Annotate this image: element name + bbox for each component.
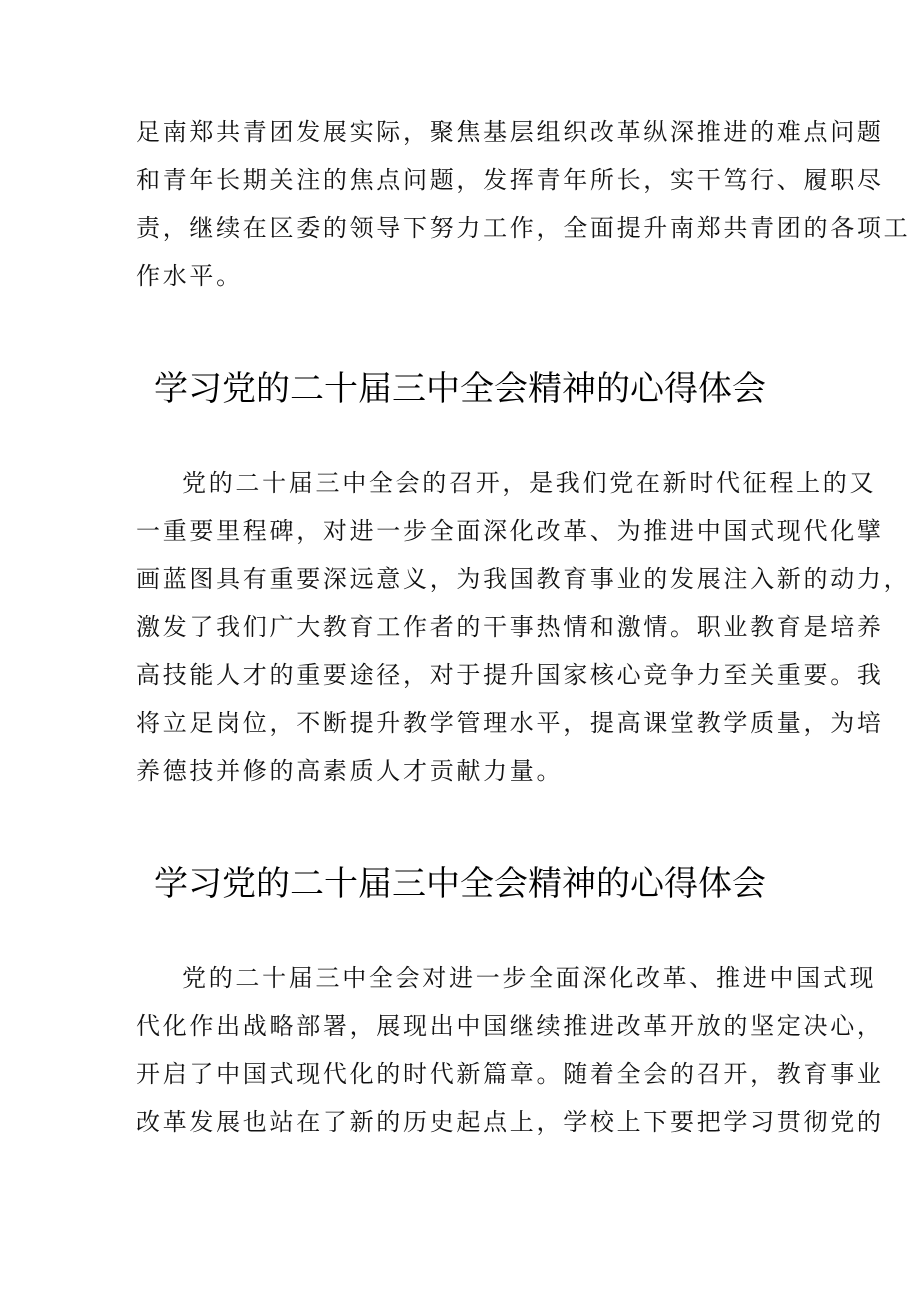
paragraph-line: 将立足岗位，不断提升教学管理水平，提高课堂教学质量，为培 xyxy=(136,709,884,737)
paragraph-line: 激发了我们广大教育工作者的干事热情和激情。职业教育是培养 xyxy=(136,613,884,641)
paragraph-line: 改革发展也站在了新的历史起点上，学校上下要把学习贯彻党的 xyxy=(136,1108,884,1136)
paragraph-line: 养德技并修的高素质人才贡献力量。 xyxy=(136,757,564,785)
paragraph-line: 党的二十届三中全会对进一步全面深化改革、推进中国式现 xyxy=(182,964,877,992)
section-heading: 学习党的二十届三中全会精神的心得体会 xyxy=(154,369,766,409)
paragraph-line: 足南郑共青团发展实际，聚焦基层组织改革纵深推进的难点问题 xyxy=(136,118,884,146)
paragraph-line: 作水平。 xyxy=(136,262,243,290)
paragraph-line: 画蓝图具有重要深远意义，为我国教育事业的发展注入新的动力， xyxy=(136,565,911,593)
paragraph-line: 一重要里程碑，对进一步全面深化改革、为推进中国式现代化擘 xyxy=(136,517,884,545)
paragraph-line: 代化作出战略部署，展现出中国继续推进改革开放的坚定决心， xyxy=(136,1012,884,1040)
paragraph-line: 党的二十届三中全会的召开，是我们党在新时代征程上的又 xyxy=(182,469,877,497)
paragraph-line: 开启了中国式现代化的时代新篇章。随着全会的召开，教育事业 xyxy=(136,1060,884,1088)
paragraph-line: 和青年长期关注的焦点问题，发挥青年所长，实干笃行、履职尽 xyxy=(136,166,884,194)
paragraph-line: 高技能人才的重要途径，对于提升国家核心竞争力至关重要。我 xyxy=(136,661,884,689)
paragraph-line: 责，继续在区委的领导下努力工作，全面提升南郑共青团的各项工 xyxy=(136,214,911,242)
section-heading: 学习党的二十届三中全会精神的心得体会 xyxy=(154,864,766,904)
